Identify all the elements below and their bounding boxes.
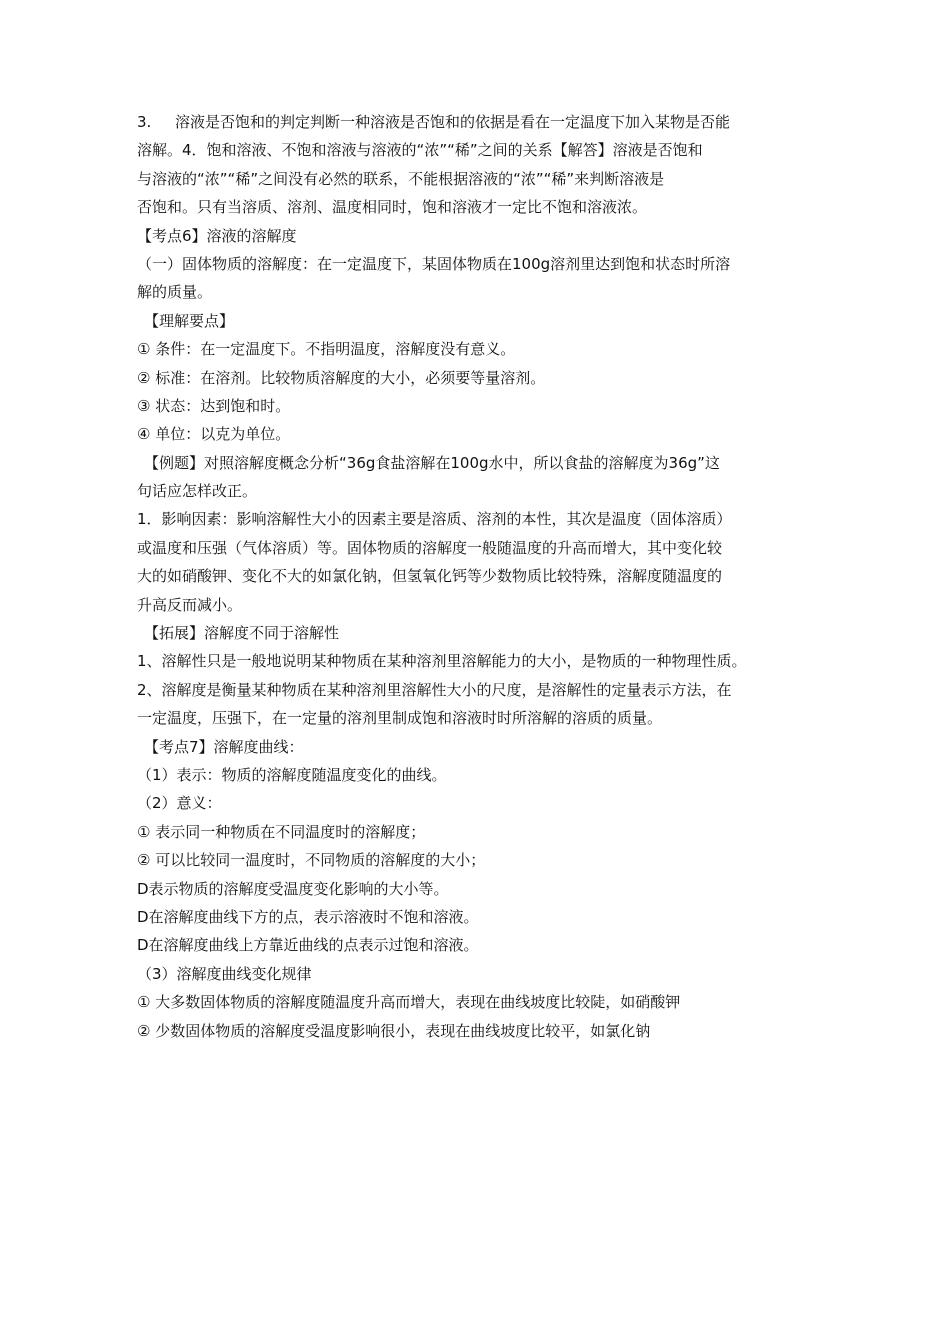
line-text: 【例题】对照溶解度概念分析“36g食盐溶解在100g水中，所以食盐的溶解度为36g”这 [144, 453, 720, 472]
line-text: D在溶解度曲线上方靠近曲线的点表示过饱和溶液。 [137, 936, 479, 955]
text-line [137, 818, 827, 846]
line-text: 2、溶解度是衡量某种物质在某种溶剂里溶解性大小的尺度，是溶解性的定量表示方法，在 [137, 680, 732, 699]
line-text: 【考点6】溶液的溶解度 [137, 226, 297, 245]
line-text: ① 大多数固体物质的溶解度随温度升高而增大，表现在曲线坡度比较陡，如硝酸钾 [137, 993, 681, 1012]
line-text: 【理解要点】 [144, 311, 235, 330]
line-text: 溶液是否饱和的判定判断一种溶液是否饱和的依据是看在一定温度下加入某物是否能 [175, 113, 731, 131]
line-text: 与溶液的“浓”“稀”之间没有必然的联系，不能根据溶液的“浓”“稀”来判断溶液是 [137, 169, 665, 188]
line-text: （1）表示：物质的溶解度随温度变化的曲线。 [137, 765, 447, 784]
line-text: ② 少数固体物质的溶解度受温度影响很小，表现在曲线坡度比较平，如氯化钠 [137, 1021, 651, 1040]
line-text: 或温度和压强（气体溶质）等。固体物质的溶解度一般随温度的升高而增大，其中变化较 [137, 538, 723, 557]
line-text: 一定温度，压强下，在一定量的溶剂里制成饱和溶液时时所溶解的溶质的质量。 [137, 709, 663, 728]
line-text: ④ 单位：以克为单位。 [137, 425, 291, 444]
line-text: 1、溶解性只是一般地说明某种物质在某种溶剂里溶解能力的大小，是物质的一种物理性质。 [137, 652, 747, 671]
text-line [137, 619, 827, 647]
line-text: 升高反而减小。 [137, 595, 243, 614]
text-line [137, 250, 827, 278]
line-text: D在溶解度曲线下方的点，表示溶液时不饱和溶液。 [137, 907, 479, 926]
line-text: ① 表示同一种物质在不同温度时的溶解度； [137, 822, 426, 841]
text-line [137, 449, 827, 477]
text-line [137, 392, 827, 420]
text-line [137, 165, 827, 193]
text-line [137, 534, 827, 562]
text-line [137, 647, 827, 675]
line-text: ① 条件：在一定温度下。不指明温度，溶解度没有意义。 [137, 340, 516, 359]
line-text: （3）溶解度曲线变化规律 [137, 964, 312, 983]
text-line [137, 988, 827, 1016]
line-text: 【考点7】溶解度曲线： [144, 737, 304, 756]
line-text: ② 可以比较同一温度时，不同物质的溶解度的大小； [137, 851, 486, 870]
text-line [137, 364, 827, 392]
text-line [137, 307, 827, 335]
text-line [137, 960, 827, 988]
text-line [137, 505, 827, 533]
text-line [137, 733, 827, 761]
text-line [137, 136, 827, 164]
list-number: 3. [137, 113, 152, 131]
text-line [137, 420, 827, 448]
text-line [137, 846, 827, 874]
line-text: 句话应怎样改正。 [137, 482, 258, 501]
line-text: 解的质量。 [137, 283, 213, 302]
line-text: D表示物质的溶解度受温度变化影响的大小等。 [137, 879, 449, 898]
text-line [137, 335, 827, 363]
line-text: 大的如硝酸钾、变化不大的如氯化钠，但氢氧化钙等少数物质比较特殊，溶解度随温度的 [137, 567, 723, 586]
line-text: 否饱和。只有当溶质、溶剂、温度相同时，饱和溶液才一定比不饱和溶液浓。 [137, 198, 648, 217]
text-line [137, 761, 827, 789]
line-text: （2）意义： [137, 794, 222, 813]
line-text: ② 标准：在溶剂。比较物质溶解度的大小，必须要等量溶剂。 [137, 368, 546, 387]
document-body [137, 108, 827, 1045]
text-line [137, 477, 827, 505]
text-line [137, 562, 827, 590]
line-text: 【拓展】溶解度不同于溶解性 [144, 624, 340, 643]
line-text: 1．影响因素：影响溶解性大小的因素主要是溶质、溶剂的本性，其次是温度（固体溶质） [137, 510, 732, 529]
line-text: ③ 状态：达到饱和时。 [137, 396, 291, 415]
text-line [137, 676, 827, 704]
text-line [137, 789, 827, 817]
text-line [137, 903, 827, 931]
text-line [137, 278, 827, 306]
text-line [137, 704, 827, 732]
line-text: （一）固体物质的溶解度：在一定温度下，某固体物质在100g溶剂里达到饱和状态时所溶 [137, 254, 731, 273]
text-line [137, 591, 827, 619]
text-line [137, 193, 827, 221]
text-line [137, 1017, 827, 1045]
line-text: 溶解。4．饱和溶液、不饱和溶液与溶液的“浓”“稀”之间的关系【解答】溶液是否饱和 [137, 141, 703, 160]
text-line [137, 875, 827, 903]
text-line [137, 931, 827, 959]
text-line [137, 108, 827, 136]
text-line [137, 222, 827, 250]
